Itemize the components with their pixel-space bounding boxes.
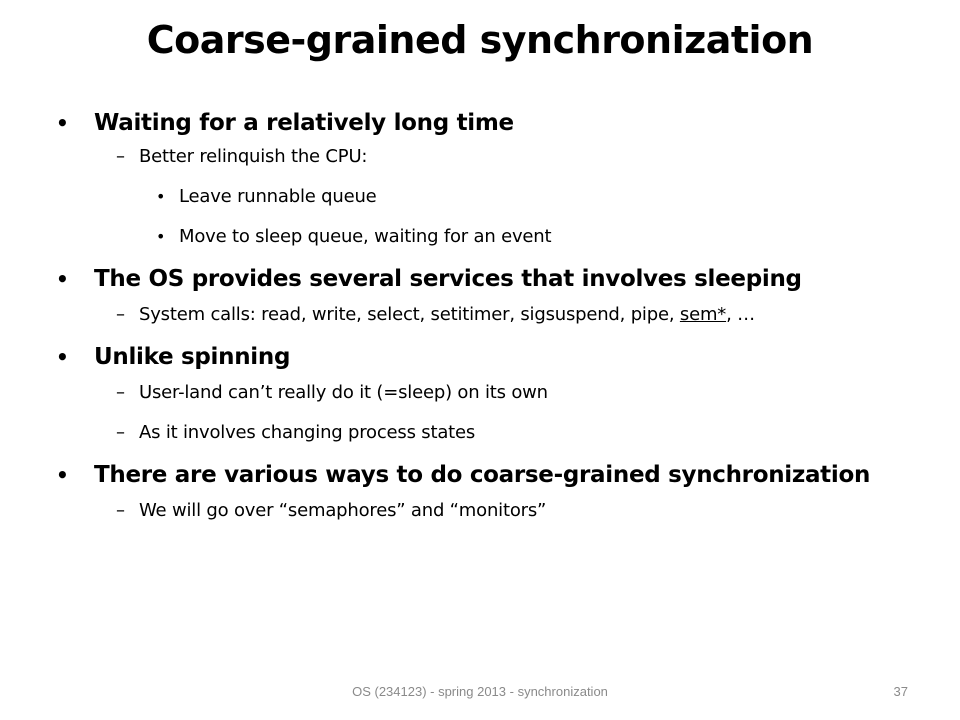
sub-sub-bullet-leave-queue — [56, 184, 936, 210]
bullet-text: Unlike spinning — [94, 344, 291, 370]
sub-bullet-relinquish — [56, 144, 936, 170]
bullet-text: There are various ways to do coarse-grained synchronization — [94, 462, 871, 488]
dash-icon: – — [116, 146, 125, 167]
bullet-dot-icon: • — [56, 463, 69, 487]
footer-text: OS (234123) - spring 2013 - synchronization — [352, 684, 608, 699]
sub-sub-bullet-sleep-queue — [56, 224, 936, 250]
sub-sub-bullet-text: Leave runnable queue — [179, 186, 377, 207]
bullet-dot-icon: • — [156, 227, 166, 246]
bullet-dot-icon: • — [56, 345, 69, 369]
sub-bullet-suffix: , … — [726, 304, 755, 325]
bullet-waiting — [56, 106, 936, 140]
sub-bullet-system-calls — [56, 302, 936, 328]
slide-title: Coarse-grained synchronization — [146, 18, 814, 62]
sub-bullet-text: User-land can’t really do it (=sleep) on its own — [139, 382, 548, 403]
sub-bullet-text: System calls: read, write, select, setitimer, sigsuspend, pipe, — [139, 304, 680, 325]
sem-link-text: sem* — [679, 304, 727, 325]
sub-bullet-text: As it involves changing process states — [139, 422, 476, 443]
sub-bullet-text: Better relinquish the CPU: — [139, 146, 368, 167]
bullet-unlike-spinning — [56, 340, 936, 374]
dash-icon: – — [116, 422, 125, 443]
bullet-text: Waiting for a relatively long time — [94, 110, 514, 136]
dash-icon: – — [116, 500, 125, 521]
sub-bullet-text: We will go over “semaphores” and “monitors” — [139, 500, 547, 521]
bullet-dot-icon: • — [56, 267, 69, 291]
dash-icon: – — [116, 304, 125, 325]
bullet-text: The OS provides several services that involves sleeping — [94, 266, 802, 292]
bullet-os-services — [56, 262, 936, 296]
dash-icon: – — [116, 382, 125, 403]
bullet-various-ways — [56, 458, 936, 492]
page-number: 37 — [893, 684, 908, 699]
sub-sub-bullet-text: Move to sleep queue, waiting for an event — [179, 226, 552, 247]
sub-bullet-process-states — [56, 420, 936, 446]
bullet-dot-icon: • — [56, 111, 69, 135]
slide-body — [56, 106, 936, 524]
sub-bullet-user-land — [56, 380, 936, 406]
sub-bullet-semaphores-monitors — [56, 498, 936, 524]
bullet-dot-icon: • — [156, 187, 166, 206]
